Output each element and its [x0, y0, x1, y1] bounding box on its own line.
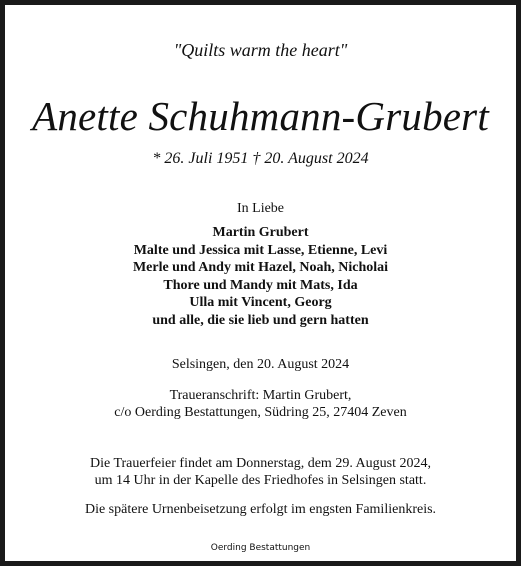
mourner-line: Malte und Jessica mit Lasse, Etienne, Levi	[133, 242, 388, 258]
footer-undertaker: Oerding Bestattungen	[210, 543, 311, 553]
urn-note: Die spätere Urnenbeisetzung erfolgt im engsten Familienkreis.	[84, 502, 437, 517]
place-date: Selsingen, den 20. August 2024	[171, 357, 350, 372]
mourner-line: Ulla mit Vincent, Georg	[189, 295, 332, 310]
mourner-line: Thore und Mandy mit Mats, Ida	[163, 277, 358, 293]
in-liebe: In Liebe	[236, 201, 285, 216]
funeral-info: Die Trauerfeier findet am Donnerstag, dem 29. August 2024,	[90, 456, 431, 471]
address-line: c/o Oerding Bestattungen, Südring 25, 27404 Zeven	[114, 405, 407, 420]
funeral-info: um 14 Uhr in der Kapelle des Friedhofes in Selsingen statt.	[94, 473, 427, 488]
life-dates: * 26. Juli 1951 † 20. August 2024	[152, 150, 369, 167]
mourners-list	[0, 224, 521, 329]
mourner-line: und alle, die sie lieb und gern hatten	[152, 312, 369, 328]
mourner-line: Merle und Andy mit Hazel, Noah, Nicholai	[132, 260, 389, 275]
motto: "Quilts warm the heart"	[173, 40, 348, 60]
mourner-line: Martin Grubert	[212, 225, 309, 240]
deceased-name: Anette Schuhmann-Grubert	[32, 93, 489, 139]
address-line: Traueranschrift: Martin Grubert,	[169, 388, 352, 403]
